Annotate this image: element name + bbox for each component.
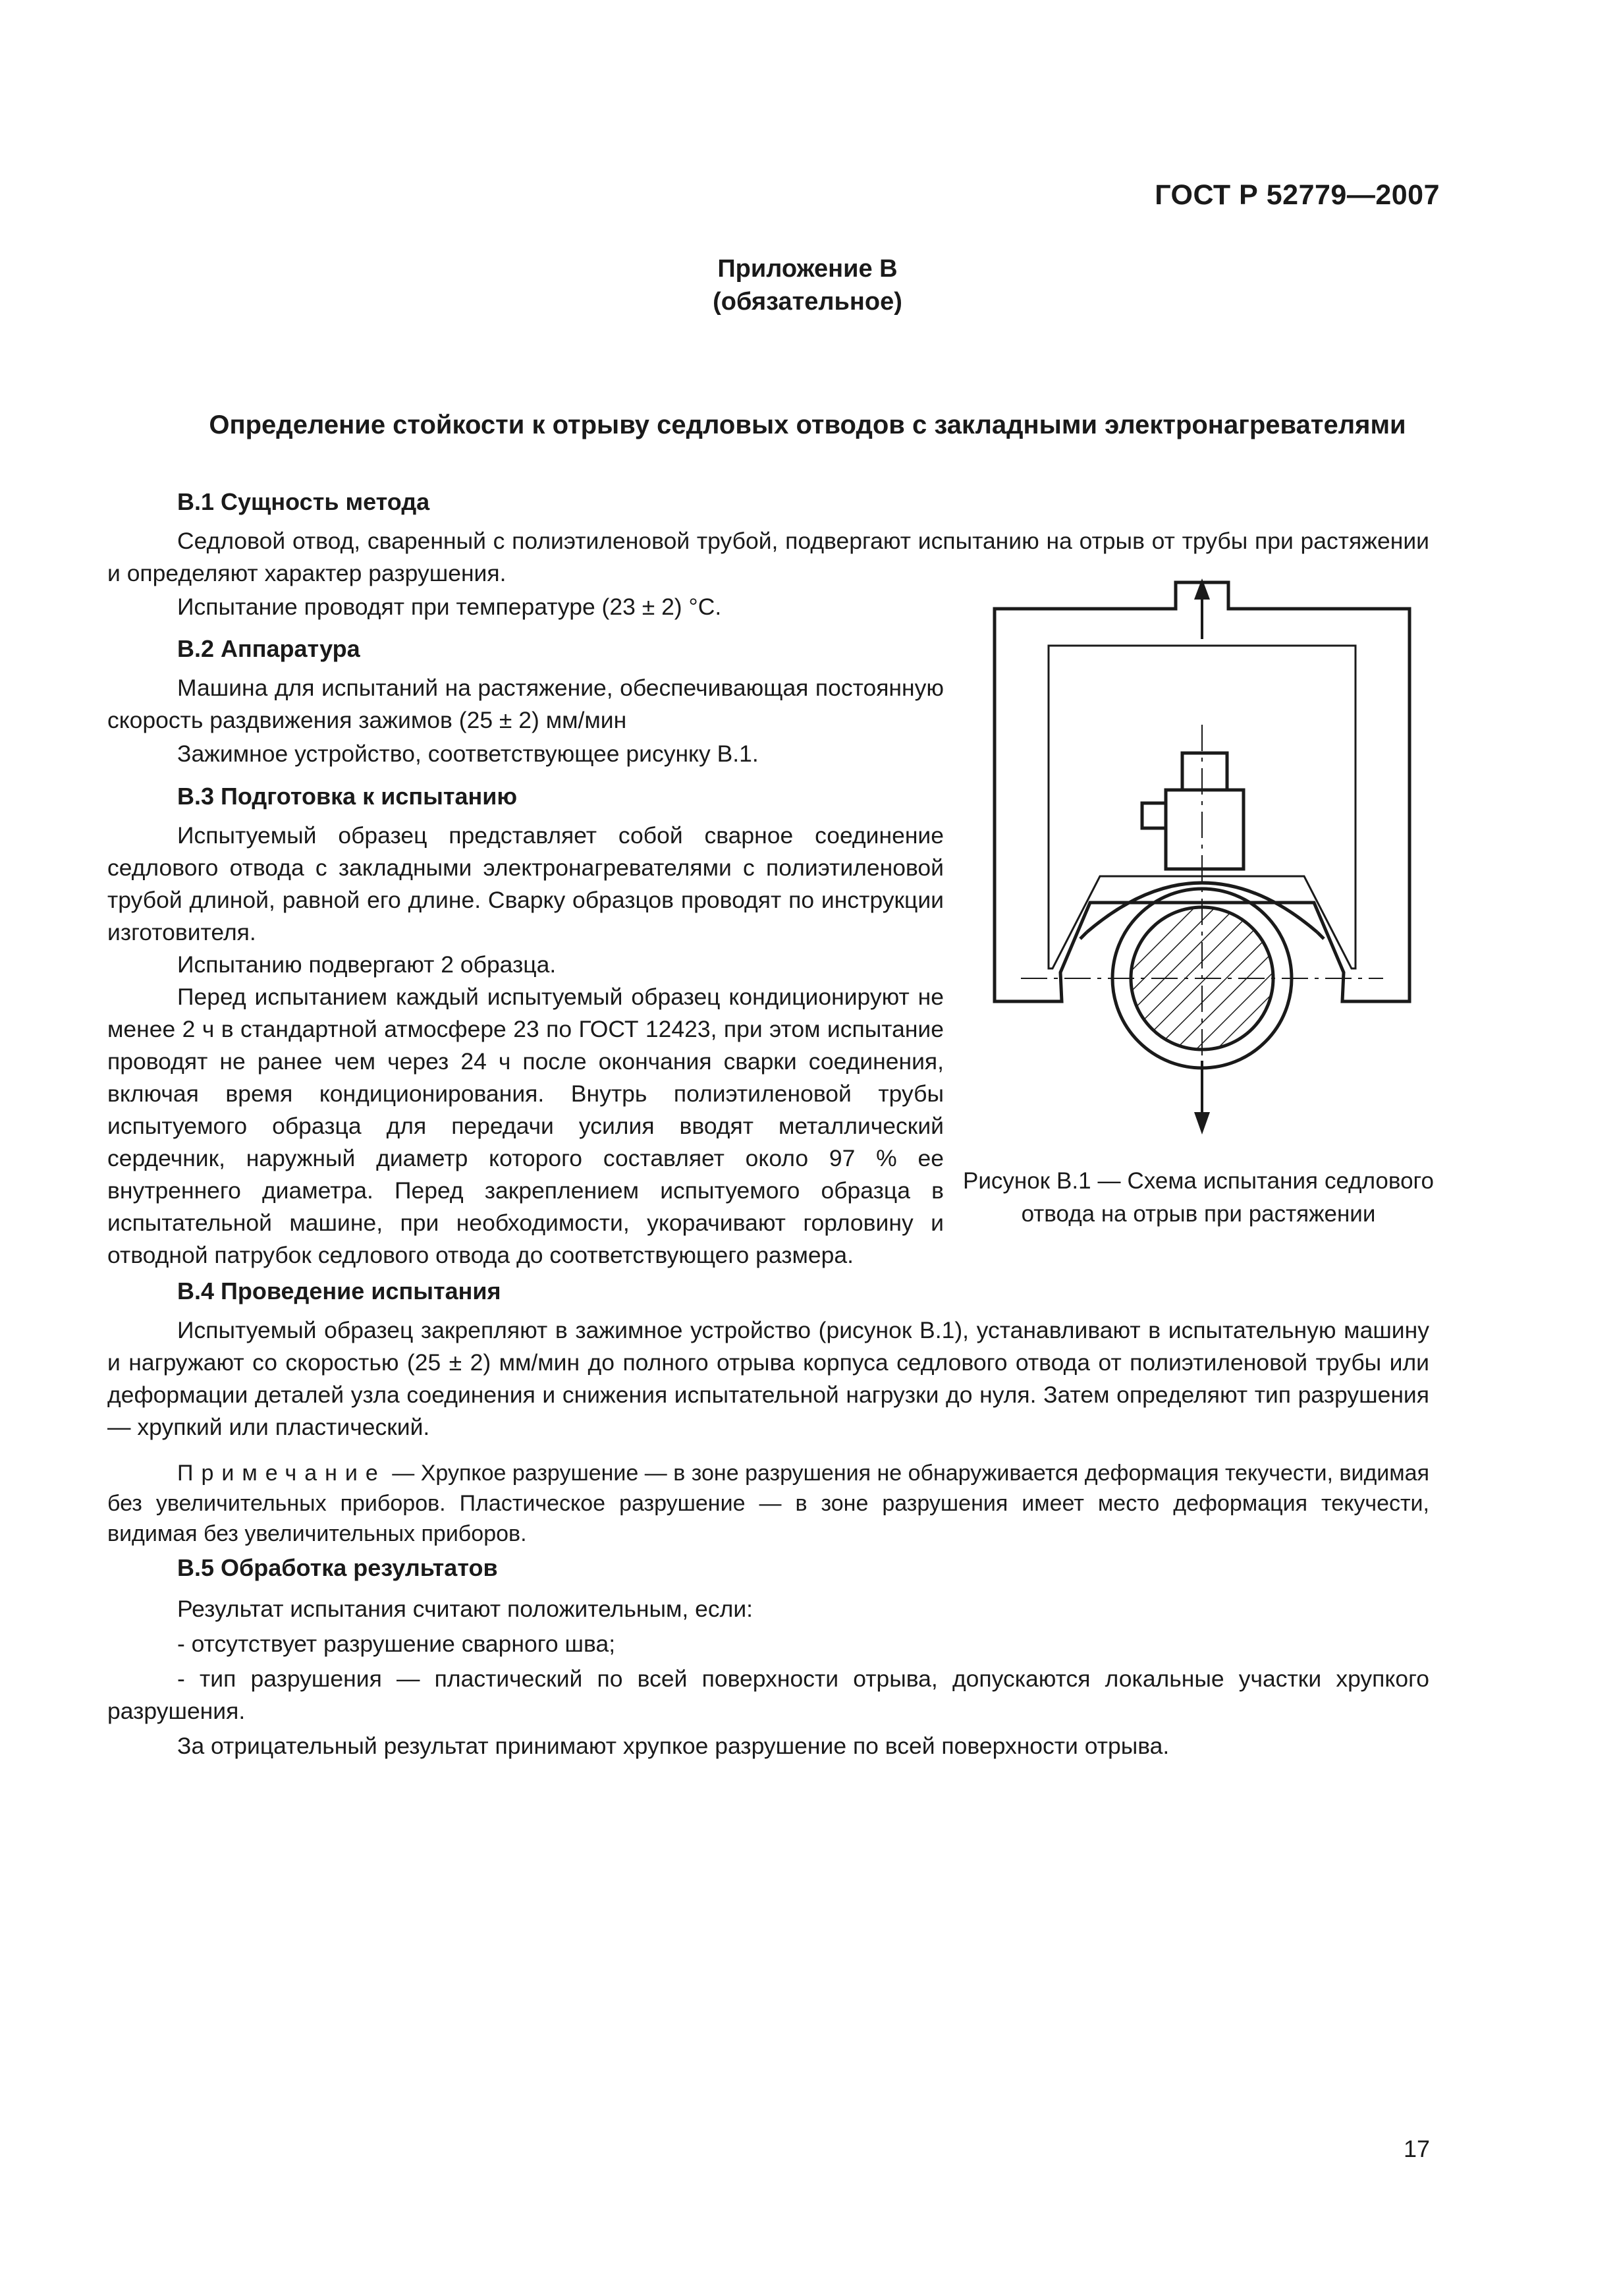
section-b5-heading: В.5 Обработка результатов (177, 1554, 498, 1581)
section-b5-list-item-2: - тип разрушения — пластический по всей поверхности отрыва, допускаются локальные участки хрупкого разрушения. (107, 1666, 1429, 1724)
center-lines (1021, 725, 1383, 1100)
annex-heading (0, 252, 1615, 318)
figure-caption: Рисунок В.1 — Схема испытания седлового отвода на отрыв при растяжении (963, 1168, 1434, 1227)
annex-status: (обязательное) (713, 288, 902, 316)
note-text: — Хрупкое разрушение — в зоне разрушения не обнаруживается деформация текучести, видимая без увеличительных приборов. Пластическое разрушение — в зоне разрушения имеет место деформация текучести, видимая без увеличительных приборов. (107, 1461, 1429, 1546)
force-arrow-down-icon (1194, 1061, 1210, 1134)
section-b2-paragraph-1: Машина для испытаний на растяжение, обеспечивающая постоянную скорость раздвижения зажимов (25 ± 2) мм/мин (107, 675, 944, 733)
section-b3-paragraph-2: Испытанию подвергают 2 образца. (177, 951, 557, 978)
section-b4-note (107, 1458, 1429, 1549)
force-arrow-up-icon (1194, 578, 1210, 639)
section-b1-paragraph-2: Испытание проводят при температуре (23 ± 2) °С. (177, 594, 722, 620)
section-b5-list-item-1: - отсутствует разрушение сварного шва; (177, 1631, 616, 1657)
section-b3-heading: В.3 Подготовка к испытанию (177, 783, 518, 810)
note-label: Примечание (177, 1461, 386, 1486)
section-b4-heading: В.4 Проведение испытания (177, 1277, 501, 1304)
section-b5-paragraph-1: Результат испытания считают положительным, если: (177, 1596, 753, 1622)
annex-title: Приложение В (717, 255, 898, 283)
standard-designation: ГОСТ Р 52779—2007 (1155, 179, 1440, 211)
section-b4-paragraph-1: Испытуемый образец закрепляют в зажимное устройство (рисунок В.1), устанавливают в испытательную машину и нагружают со скоростью (25 ± 2) мм/мин до полного отрыва корпуса седлового отвода от полиэтиленовой трубы или деформации деталей узла соединения и снижения испытательной нагрузки до нуля. Затем определяют тип разрушения — хрупкий или пластический. (107, 1317, 1429, 1440)
section-b3-paragraph-3: Перед испытанием каждый испытуемый образец кондиционируют не менее 2 ч в стандартной атмосфере 23 по ГОСТ 12423, при этом испытание проводят не ранее чем через 24 ч после окончания сварки соединения, включая время кондиционирования. Внутрь полиэтиленовой трубы испытуемого образца для передачи усилия вводят металлический сердечник, наружный диаметр которого составляет около 97 % ее внутреннего диаметра. Перед закреплением испытуемого образца в испытательной машине, при необходимости, укорачивают горловину и отводной патрубок седлового отвода до соответствующего размера. (107, 984, 944, 1268)
section-b1-heading: В.1 Сущность метода (177, 488, 430, 515)
section-b3-paragraph-1: Испытуемый образец представляет собой сварное соединение седлового отвода с закладными электронагревателями с полиэтиленовой трубой длиной, равной его длине. Сварку образцов проводят по инструкции изготовителя. (107, 822, 944, 945)
figure-saddle-pull-test (975, 573, 1436, 1153)
section-b2-heading: В.2 Аппаратура (177, 635, 360, 662)
section-b5-paragraph-2: За отрицательный результат принимают хрупкое разрушение по всей поверхности отрыва. (177, 1733, 1170, 1759)
document-title: Определение стойкости к отрыву седловых отводов с закладными электронагревателями (209, 410, 1406, 439)
page-number: 17 (1403, 2135, 1430, 2162)
section-b1-paragraph-1: Седловой отвод, сваренный с полиэтиленовой трубой, подвергают испытанию на отрыв от трубы при растяжении и определяют характер разрушения. (107, 528, 1429, 586)
section-b2-paragraph-2: Зажимное устройство, соответствующее рисунку В.1. (177, 741, 759, 767)
